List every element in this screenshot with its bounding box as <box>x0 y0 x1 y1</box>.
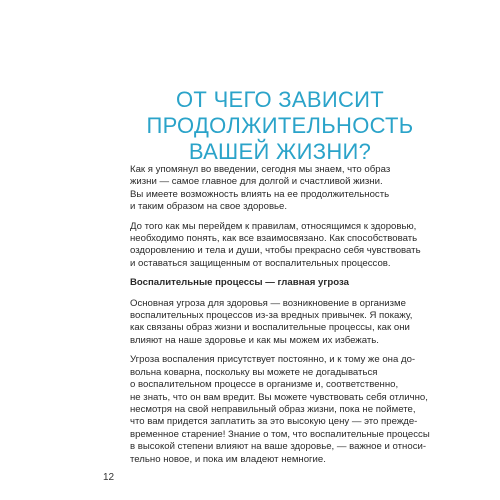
text-line: и таким образом на свое здоровье. <box>130 201 288 213</box>
text-line: в высокой степени влияют на ваше здоровье, — важное и относи- <box>130 441 427 453</box>
chapter-title-line: ПРОДОЛЖИТЕЛЬНОСТЬ <box>146 112 414 138</box>
text-line: о воспалительном процессе в организме и, соответственно, <box>130 379 399 391</box>
text-line: влияют на наше здоровье и как мы можем их избежать. <box>130 334 379 346</box>
text-line: Угроза воспаления присутствует постоянно, и к тому же она до- <box>130 354 416 366</box>
text-line: временное старение! Знание о том, что воспалительные процессы <box>130 428 430 440</box>
paragraph-inflammation <box>130 354 442 466</box>
text-line: воспалительных процессов из-за вредных привычек. Я покажу, <box>130 310 413 322</box>
text-line: тельно новое, и пока им владеют немногие. <box>130 453 326 465</box>
chapter-title-line: ОТ ЧЕГО ЗАВИСИТ <box>176 86 384 112</box>
text-line: Как я упомянул во введении, сегодня мы знаем, что образ <box>130 164 391 175</box>
chapter-title <box>120 87 440 165</box>
text-line: что вам придется заплатить за это высокую цену — это прежде- <box>130 416 418 428</box>
section-heading: Воспалительные процессы — главная угроза <box>130 277 349 289</box>
text-line: необходимо понять, как все взаимосвязано. Как способствовать <box>130 233 418 245</box>
text-line: и оставаться защищенным от воспалительных процессов. <box>130 257 391 269</box>
text-line: несмотря на свой неправильный образ жизни, пока не поймете, <box>130 403 416 415</box>
text-line: До того как мы перейдем к правилам, относящимся к здоровью, <box>130 220 417 232</box>
paragraph-rules <box>130 221 442 271</box>
page-number: 12 <box>103 472 115 483</box>
text-line: жизни — самое главное для долгой и счастливой жизни. <box>130 176 383 188</box>
text-line: не знать, что он вам вредит. Вы можете чувствовать себя отлично, <box>130 391 428 403</box>
text-line: оздоровлению и тела и души, чтобы прекрасно себя чувствовать <box>130 245 421 257</box>
text-line: Вы имеете возможность влиять на ее продолжительность <box>130 188 390 200</box>
text-line: вольна коварна, поскольку вы можете не догадываться <box>130 366 378 378</box>
body-text <box>130 164 442 473</box>
text-line: как связаны образ жизни и воспалительные процессы, как они <box>130 322 410 334</box>
chapter-title-line: ВАШЕЙ ЖИЗНИ? <box>188 138 372 164</box>
text-line: Основная угроза для здоровья — возникновение в организме <box>130 297 406 309</box>
paragraph-threat <box>130 298 442 348</box>
paragraph-intro <box>130 164 442 214</box>
